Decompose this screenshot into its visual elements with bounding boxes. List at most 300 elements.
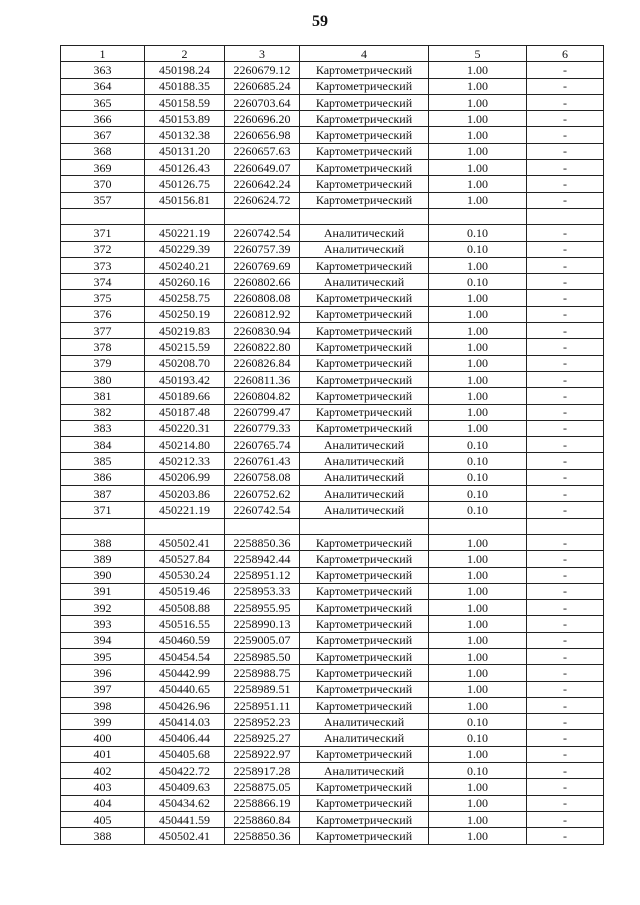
note-cell: - xyxy=(527,143,604,159)
accuracy-cell: 1.00 xyxy=(429,665,527,681)
y-coordinate-cell: 2258860.84 xyxy=(225,811,300,827)
note-cell: - xyxy=(527,811,604,827)
y-coordinate-cell: 2260642.24 xyxy=(225,176,300,192)
method-cell: Картометрический xyxy=(300,534,429,550)
column-header: 1 xyxy=(61,46,145,62)
y-coordinate-cell: 2260765.74 xyxy=(225,437,300,453)
method-cell: Картометрический xyxy=(300,795,429,811)
note-cell: - xyxy=(527,567,604,583)
method-cell: Картометрический xyxy=(300,404,429,420)
accuracy-cell: 0.10 xyxy=(429,274,527,290)
table-header-row xyxy=(61,46,604,62)
y-coordinate-cell: 2260761.43 xyxy=(225,453,300,469)
column-header: 2 xyxy=(145,46,225,62)
point-number-cell: 371 xyxy=(61,502,145,518)
accuracy-cell: 0.10 xyxy=(429,469,527,485)
y-coordinate-cell: 2258985.50 xyxy=(225,648,300,664)
point-number-cell: 396 xyxy=(61,665,145,681)
table-row xyxy=(61,730,604,746)
note-cell: - xyxy=(527,404,604,420)
point-number-cell: 374 xyxy=(61,274,145,290)
accuracy-cell: 1.00 xyxy=(429,339,527,355)
table-row xyxy=(61,176,604,192)
x-coordinate-cell: 450221.19 xyxy=(145,225,225,241)
x-coordinate-cell: 450460.59 xyxy=(145,632,225,648)
y-coordinate-cell: 2260649.07 xyxy=(225,160,300,176)
point-number-cell: 387 xyxy=(61,486,145,502)
table-row xyxy=(61,127,604,143)
y-coordinate-cell: 2260685.24 xyxy=(225,78,300,94)
accuracy-cell: 1.00 xyxy=(429,78,527,94)
accuracy-cell: 1.00 xyxy=(429,632,527,648)
point-number-cell: 398 xyxy=(61,697,145,713)
x-coordinate-cell: 450221.19 xyxy=(145,502,225,518)
method-cell: Картометрический xyxy=(300,779,429,795)
note-cell: - xyxy=(527,388,604,404)
y-coordinate-cell: 2258875.05 xyxy=(225,779,300,795)
note-cell: - xyxy=(527,78,604,94)
accuracy-cell: 1.00 xyxy=(429,811,527,827)
y-coordinate-cell: 2258989.51 xyxy=(225,681,300,697)
table-row xyxy=(61,111,604,127)
note-cell: - xyxy=(527,160,604,176)
x-coordinate-cell: 450422.72 xyxy=(145,763,225,779)
table-row xyxy=(61,274,604,290)
note-cell: - xyxy=(527,420,604,436)
method-cell: Аналитический xyxy=(300,714,429,730)
accuracy-cell: 0.10 xyxy=(429,241,527,257)
accuracy-cell: 1.00 xyxy=(429,600,527,616)
accuracy-cell: 1.00 xyxy=(429,192,527,208)
method-cell: Аналитический xyxy=(300,730,429,746)
method-cell xyxy=(300,208,429,224)
y-coordinate-cell: 2260802.66 xyxy=(225,274,300,290)
note-cell: - xyxy=(527,94,604,110)
note-cell xyxy=(527,208,604,224)
note-cell: - xyxy=(527,648,604,664)
note-cell: - xyxy=(527,665,604,681)
table-row xyxy=(61,811,604,827)
coordinates-table xyxy=(60,45,604,845)
x-coordinate-cell: 450406.44 xyxy=(145,730,225,746)
table-row xyxy=(61,290,604,306)
y-coordinate-cell xyxy=(225,208,300,224)
note-cell: - xyxy=(527,176,604,192)
x-coordinate-cell: 450260.16 xyxy=(145,274,225,290)
note-cell: - xyxy=(527,697,604,713)
accuracy-cell: 1.00 xyxy=(429,306,527,322)
point-number-cell: 389 xyxy=(61,551,145,567)
x-coordinate-cell: 450208.70 xyxy=(145,355,225,371)
method-cell: Аналитический xyxy=(300,274,429,290)
accuracy-cell: 1.00 xyxy=(429,567,527,583)
y-coordinate-cell: 2260804.82 xyxy=(225,388,300,404)
x-coordinate-cell: 450414.03 xyxy=(145,714,225,730)
table-row xyxy=(61,795,604,811)
note-cell: - xyxy=(527,632,604,648)
point-number-cell: 376 xyxy=(61,306,145,322)
table-row xyxy=(61,339,604,355)
method-cell: Картометрический xyxy=(300,616,429,632)
point-number-cell: 372 xyxy=(61,241,145,257)
table-row xyxy=(61,502,604,518)
y-coordinate-cell: 2260752.62 xyxy=(225,486,300,502)
point-number-cell: 378 xyxy=(61,339,145,355)
y-coordinate-cell: 2258955.95 xyxy=(225,600,300,616)
point-number-cell: 379 xyxy=(61,355,145,371)
method-cell: Картометрический xyxy=(300,127,429,143)
x-coordinate-cell: 450426.96 xyxy=(145,697,225,713)
method-cell: Картометрический xyxy=(300,94,429,110)
method-cell: Картометрический xyxy=(300,828,429,844)
method-cell: Картометрический xyxy=(300,583,429,599)
point-number-cell: 397 xyxy=(61,681,145,697)
x-coordinate-cell: 450215.59 xyxy=(145,339,225,355)
method-cell: Картометрический xyxy=(300,665,429,681)
method-cell: Картометрический xyxy=(300,62,429,78)
table-row xyxy=(61,257,604,273)
note-cell: - xyxy=(527,469,604,485)
y-coordinate-cell xyxy=(225,518,300,534)
column-header: 3 xyxy=(225,46,300,62)
note-cell: - xyxy=(527,306,604,322)
method-cell: Картометрический xyxy=(300,388,429,404)
table-row xyxy=(61,160,604,176)
point-number-cell: 401 xyxy=(61,746,145,762)
point-number-cell: 391 xyxy=(61,583,145,599)
accuracy-cell: 1.00 xyxy=(429,746,527,762)
table-row xyxy=(61,697,604,713)
x-coordinate-cell: 450258.75 xyxy=(145,290,225,306)
table-row xyxy=(61,681,604,697)
note-cell: - xyxy=(527,779,604,795)
accuracy-cell: 1.00 xyxy=(429,648,527,664)
method-cell: Картометрический xyxy=(300,323,429,339)
x-coordinate-cell: 450434.62 xyxy=(145,795,225,811)
table-row xyxy=(61,143,604,159)
point-number-cell: 400 xyxy=(61,730,145,746)
y-coordinate-cell: 2260808.08 xyxy=(225,290,300,306)
note-cell: - xyxy=(527,355,604,371)
note-cell: - xyxy=(527,257,604,273)
table-row xyxy=(61,371,604,387)
point-number-cell: 382 xyxy=(61,404,145,420)
method-cell: Картометрический xyxy=(300,355,429,371)
note-cell: - xyxy=(527,763,604,779)
accuracy-cell: 1.00 xyxy=(429,795,527,811)
point-number-cell: 380 xyxy=(61,371,145,387)
accuracy-cell: 1.00 xyxy=(429,616,527,632)
method-cell: Картометрический xyxy=(300,306,429,322)
note-cell: - xyxy=(527,127,604,143)
point-number-cell: 388 xyxy=(61,828,145,844)
accuracy-cell: 0.10 xyxy=(429,763,527,779)
y-coordinate-cell: 2258942.44 xyxy=(225,551,300,567)
accuracy-cell: 1.00 xyxy=(429,62,527,78)
note-cell: - xyxy=(527,795,604,811)
point-number-cell: 363 xyxy=(61,62,145,78)
note-cell: - xyxy=(527,241,604,257)
method-cell: Аналитический xyxy=(300,763,429,779)
method-cell: Картометрический xyxy=(300,551,429,567)
x-coordinate-cell: 450203.86 xyxy=(145,486,225,502)
note-cell: - xyxy=(527,192,604,208)
table-row xyxy=(61,632,604,648)
point-number-cell: 365 xyxy=(61,94,145,110)
method-cell: Картометрический xyxy=(300,290,429,306)
point-number-cell: 381 xyxy=(61,388,145,404)
table-row xyxy=(61,828,604,844)
x-coordinate-cell: 450405.68 xyxy=(145,746,225,762)
x-coordinate-cell: 450156.81 xyxy=(145,192,225,208)
y-coordinate-cell: 2260624.72 xyxy=(225,192,300,208)
accuracy-cell: 1.00 xyxy=(429,534,527,550)
y-coordinate-cell: 2260679.12 xyxy=(225,62,300,78)
note-cell: - xyxy=(527,714,604,730)
accuracy-cell: 1.00 xyxy=(429,355,527,371)
table-row xyxy=(61,78,604,94)
y-coordinate-cell: 2260758.08 xyxy=(225,469,300,485)
note-cell: - xyxy=(527,371,604,387)
point-number-cell: 404 xyxy=(61,795,145,811)
note-cell: - xyxy=(527,600,604,616)
note-cell: - xyxy=(527,583,604,599)
note-cell: - xyxy=(527,274,604,290)
x-coordinate-cell: 450220.31 xyxy=(145,420,225,436)
point-number-cell: 370 xyxy=(61,176,145,192)
x-coordinate-cell: 450440.65 xyxy=(145,681,225,697)
point-number-cell: 384 xyxy=(61,437,145,453)
table-row xyxy=(61,388,604,404)
y-coordinate-cell: 2260757.39 xyxy=(225,241,300,257)
note-cell: - xyxy=(527,62,604,78)
y-coordinate-cell: 2258925.27 xyxy=(225,730,300,746)
x-coordinate-cell: 450212.33 xyxy=(145,453,225,469)
column-header: 6 xyxy=(527,46,604,62)
y-coordinate-cell: 2260742.54 xyxy=(225,502,300,518)
y-coordinate-cell: 2260657.63 xyxy=(225,143,300,159)
column-header: 5 xyxy=(429,46,527,62)
x-coordinate-cell: 450214.80 xyxy=(145,437,225,453)
x-coordinate-cell: 450502.41 xyxy=(145,534,225,550)
x-coordinate-cell xyxy=(145,518,225,534)
point-number-cell xyxy=(61,518,145,534)
x-coordinate-cell: 450198.24 xyxy=(145,62,225,78)
x-coordinate-cell: 450454.54 xyxy=(145,648,225,664)
note-cell: - xyxy=(527,290,604,306)
note-cell: - xyxy=(527,551,604,567)
table-row xyxy=(61,567,604,583)
table-row xyxy=(61,534,604,550)
point-number-cell: 405 xyxy=(61,811,145,827)
table-row xyxy=(61,225,604,241)
table-body xyxy=(61,62,604,844)
method-cell: Аналитический xyxy=(300,241,429,257)
y-coordinate-cell: 2258850.36 xyxy=(225,534,300,550)
note-cell: - xyxy=(527,502,604,518)
point-number-cell: 402 xyxy=(61,763,145,779)
point-number-cell: 371 xyxy=(61,225,145,241)
method-cell: Картометрический xyxy=(300,160,429,176)
accuracy-cell: 1.00 xyxy=(429,176,527,192)
table-row xyxy=(61,779,604,795)
point-number-cell: 364 xyxy=(61,78,145,94)
accuracy-cell: 1.00 xyxy=(429,160,527,176)
table-row xyxy=(61,583,604,599)
x-coordinate-cell: 450229.39 xyxy=(145,241,225,257)
table-row xyxy=(61,306,604,322)
accuracy-cell: 1.00 xyxy=(429,371,527,387)
x-coordinate-cell: 450153.89 xyxy=(145,111,225,127)
x-coordinate-cell: 450126.43 xyxy=(145,160,225,176)
method-cell: Аналитический xyxy=(300,453,429,469)
method-cell: Картометрический xyxy=(300,176,429,192)
accuracy-cell: 1.00 xyxy=(429,111,527,127)
x-coordinate-cell: 450240.21 xyxy=(145,257,225,273)
table-row xyxy=(61,355,604,371)
y-coordinate-cell: 2260656.98 xyxy=(225,127,300,143)
x-coordinate-cell: 450250.19 xyxy=(145,306,225,322)
x-coordinate-cell: 450206.99 xyxy=(145,469,225,485)
x-coordinate-cell: 450188.35 xyxy=(145,78,225,94)
table-row xyxy=(61,665,604,681)
accuracy-cell: 1.00 xyxy=(429,127,527,143)
method-cell: Картометрический xyxy=(300,111,429,127)
accuracy-cell: 1.00 xyxy=(429,551,527,567)
point-number-cell: 368 xyxy=(61,143,145,159)
x-coordinate-cell: 450132.38 xyxy=(145,127,225,143)
table-row xyxy=(61,746,604,762)
accuracy-cell: 1.00 xyxy=(429,94,527,110)
point-number-cell: 403 xyxy=(61,779,145,795)
y-coordinate-cell: 2260769.69 xyxy=(225,257,300,273)
y-coordinate-cell: 2258988.75 xyxy=(225,665,300,681)
point-number-cell: 395 xyxy=(61,648,145,664)
method-cell: Аналитический xyxy=(300,486,429,502)
y-coordinate-cell: 2258953.33 xyxy=(225,583,300,599)
table-row xyxy=(61,453,604,469)
point-number-cell: 369 xyxy=(61,160,145,176)
method-cell: Картометрический xyxy=(300,78,429,94)
x-coordinate-cell: 450131.20 xyxy=(145,143,225,159)
x-coordinate-cell xyxy=(145,208,225,224)
note-cell: - xyxy=(527,534,604,550)
note-cell: - xyxy=(527,111,604,127)
y-coordinate-cell: 2260703.64 xyxy=(225,94,300,110)
y-coordinate-cell: 2258990.13 xyxy=(225,616,300,632)
table-row xyxy=(61,616,604,632)
accuracy-cell: 1.00 xyxy=(429,681,527,697)
note-cell: - xyxy=(527,323,604,339)
table-row xyxy=(61,323,604,339)
accuracy-cell: 0.10 xyxy=(429,225,527,241)
y-coordinate-cell: 2258850.36 xyxy=(225,828,300,844)
x-coordinate-cell: 450158.59 xyxy=(145,94,225,110)
y-coordinate-cell: 2260811.36 xyxy=(225,371,300,387)
table-row xyxy=(61,486,604,502)
accuracy-cell: 1.00 xyxy=(429,420,527,436)
note-cell: - xyxy=(527,828,604,844)
accuracy-cell: 0.10 xyxy=(429,486,527,502)
accuracy-cell: 0.10 xyxy=(429,714,527,730)
page-number: 59 xyxy=(312,13,328,30)
accuracy-cell: 1.00 xyxy=(429,290,527,306)
x-coordinate-cell: 450126.75 xyxy=(145,176,225,192)
y-coordinate-cell: 2258951.11 xyxy=(225,697,300,713)
method-cell: Картометрический xyxy=(300,192,429,208)
method-cell: Картометрический xyxy=(300,600,429,616)
method-cell: Картометрический xyxy=(300,811,429,827)
accuracy-cell: 0.10 xyxy=(429,730,527,746)
accuracy-cell: 1.00 xyxy=(429,257,527,273)
x-coordinate-cell: 450193.42 xyxy=(145,371,225,387)
y-coordinate-cell: 2260696.20 xyxy=(225,111,300,127)
y-coordinate-cell: 2260830.94 xyxy=(225,323,300,339)
table-row xyxy=(61,600,604,616)
accuracy-cell: 1.00 xyxy=(429,323,527,339)
y-coordinate-cell: 2260779.33 xyxy=(225,420,300,436)
x-coordinate-cell: 450187.48 xyxy=(145,404,225,420)
point-number-cell xyxy=(61,208,145,224)
note-cell: - xyxy=(527,339,604,355)
note-cell: - xyxy=(527,486,604,502)
point-number-cell: 383 xyxy=(61,420,145,436)
table-row xyxy=(61,763,604,779)
table-row xyxy=(61,648,604,664)
accuracy-cell: 1.00 xyxy=(429,583,527,599)
method-cell: Картометрический xyxy=(300,143,429,159)
table-row xyxy=(61,714,604,730)
table-row xyxy=(61,62,604,78)
x-coordinate-cell: 450508.88 xyxy=(145,600,225,616)
method-cell: Картометрический xyxy=(300,632,429,648)
method-cell: Аналитический xyxy=(300,469,429,485)
method-cell: Картометрический xyxy=(300,681,429,697)
x-coordinate-cell: 450189.66 xyxy=(145,388,225,404)
point-number-cell: 357 xyxy=(61,192,145,208)
accuracy-cell: 1.00 xyxy=(429,828,527,844)
y-coordinate-cell: 2260826.84 xyxy=(225,355,300,371)
accuracy-cell: 1.00 xyxy=(429,697,527,713)
y-coordinate-cell: 2258951.12 xyxy=(225,567,300,583)
accuracy-cell: 0.10 xyxy=(429,502,527,518)
method-cell: Картометрический xyxy=(300,746,429,762)
y-coordinate-cell: 2258917.28 xyxy=(225,763,300,779)
separator-row xyxy=(61,518,604,534)
point-number-cell: 367 xyxy=(61,127,145,143)
table-row xyxy=(61,420,604,436)
point-number-cell: 392 xyxy=(61,600,145,616)
point-number-cell: 375 xyxy=(61,290,145,306)
point-number-cell: 393 xyxy=(61,616,145,632)
method-cell: Картометрический xyxy=(300,420,429,436)
note-cell: - xyxy=(527,453,604,469)
point-number-cell: 373 xyxy=(61,257,145,273)
method-cell xyxy=(300,518,429,534)
x-coordinate-cell: 450442.99 xyxy=(145,665,225,681)
point-number-cell: 366 xyxy=(61,111,145,127)
table-row xyxy=(61,551,604,567)
accuracy-cell: 0.10 xyxy=(429,437,527,453)
table-row xyxy=(61,469,604,485)
point-number-cell: 394 xyxy=(61,632,145,648)
point-number-cell: 386 xyxy=(61,469,145,485)
accuracy-cell: 1.00 xyxy=(429,388,527,404)
column-header: 4 xyxy=(300,46,429,62)
note-cell: - xyxy=(527,730,604,746)
point-number-cell: 377 xyxy=(61,323,145,339)
accuracy-cell: 0.10 xyxy=(429,453,527,469)
